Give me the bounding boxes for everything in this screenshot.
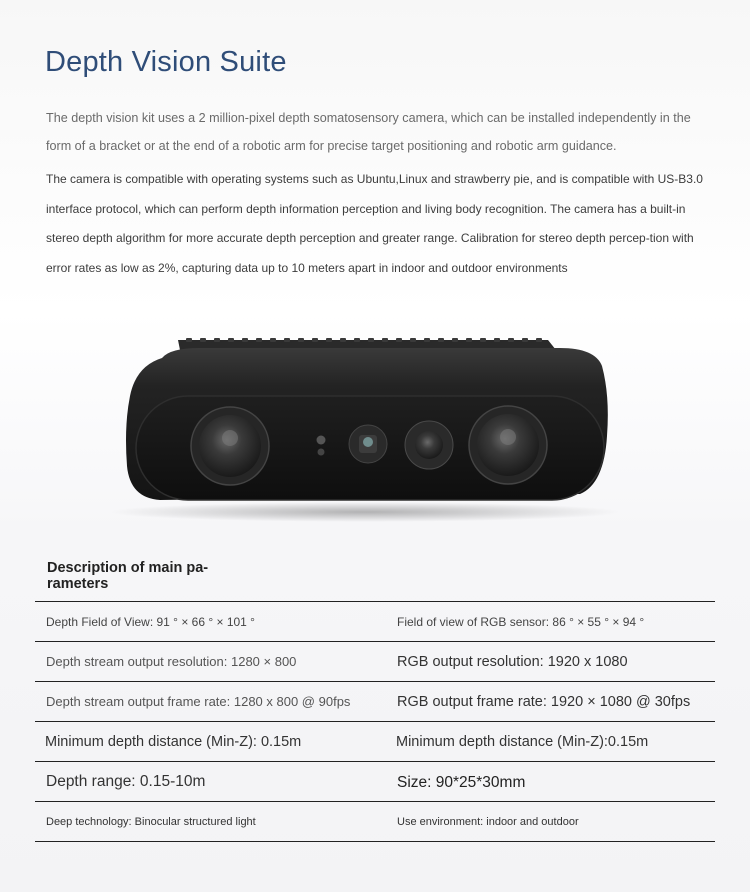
intro-paragraph-1: The depth vision kit uses a 2 million-pixel depth somatosensory camera, which can be installed independently in the form of a bracket or at the end of a robotic arm for precise target positioning and robotic arm guidance. — [46, 111, 691, 153]
param-technology: Deep technology: Binocular structured light — [46, 815, 256, 828]
table-row — [35, 802, 715, 842]
param-depth-frame-rate: Depth stream output frame rate: 1280 x 800 @ 90fps — [46, 694, 351, 709]
param-environment: Use environment: indoor and outdoor — [397, 815, 579, 828]
table-row — [35, 762, 715, 802]
param-min-depth-left: Minimum depth distance (Min-Z): 0.15m — [45, 733, 302, 750]
param-min-depth-right: Minimum depth distance (Min-Z):0.15m — [396, 733, 649, 750]
table-row — [35, 722, 715, 762]
table-row — [35, 682, 715, 722]
page-title: Depth Vision Suite — [45, 46, 287, 78]
depth-camera-image — [100, 326, 620, 526]
table-row — [35, 642, 715, 682]
param-size: Size: 90*25*30mm — [397, 773, 526, 791]
param-depth-resolution: Depth stream output resolution: 1280 × 800 — [46, 654, 297, 669]
param-rgb-frame-rate: RGB output frame rate: 1920 × 1080 @ 30fps — [397, 693, 691, 710]
param-rgb-resolution: RGB output resolution: 1920 x 1080 — [397, 653, 628, 670]
params-table — [35, 601, 715, 842]
table-row — [35, 602, 715, 642]
params-section-title: Description of main pa-rameters — [47, 560, 209, 592]
param-rgb-fov: Field of view of RGB sensor: 86 ° × 55 ° × 94 ° — [397, 614, 645, 629]
intro-paragraph-2: The camera is compatible with operating systems such as Ubuntu,Linux and strawberry pie, and is compatible with US-B3.0 interface protocol, which can perform depth information perception and living body recognition. The camera has a built-in stereo depth algorithm for more accurate depth perception and greater range. Calibration for stereo depth percep-tion with error rates as low as 2%, capturing data up to 10 meters apart in indoor and outdoor environments — [46, 172, 703, 275]
param-depth-range: Depth range: 0.15-10m — [46, 772, 206, 790]
param-depth-fov: Depth Field of View: 91 ° × 66 ° × 101 ° — [46, 614, 255, 629]
